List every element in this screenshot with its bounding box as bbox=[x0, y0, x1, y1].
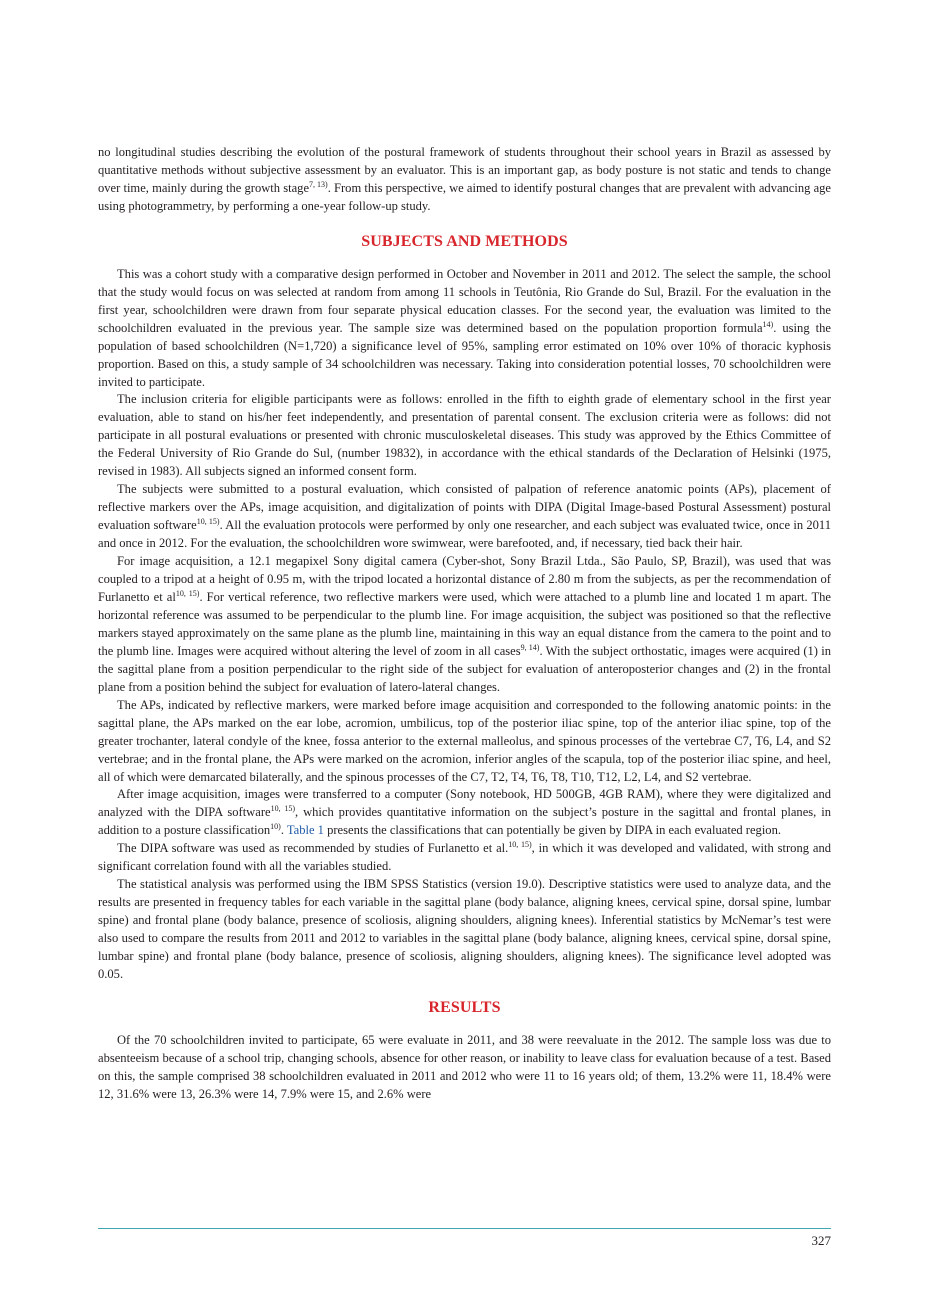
methods-paragraph-2: The inclusion criteria for eligible participants were as follows: enrolled in the fifth to eighth grade of elementary school in the first year evaluation, able to stand on his/her feet independently, and presentation of parental consent. The exclusion criteria were as follows: did not participate in all postural evaluations or presented with chronic musculoskeletal diseases. This study was approved by the Ethics Committee of the Federal University of Rio Grande do Sul, (number 19832), in accordance with the ethical standards of the Declaration of Helsinki (1975, revised in 1983). All subjects signed an informed consent form. bbox=[98, 392, 831, 479]
citation: 10, 15) bbox=[270, 804, 296, 814]
citation: 7, 13) bbox=[309, 179, 328, 189]
methods-paragraph-6: After image acquisition, images were transferred to a computer (Sony notebook, HD 500GB, 4GB RAM), where they were digitalized and analyzed with the DIPA software$^{10, 15)}$, which provides quantitative information on the subject’s posture in the sagittal and frontal planes, in addition to a posture classification$^{10)}$. Table 1 presents the classifications that can potentially be given by DIPA in each evaluated region. bbox=[98, 787, 831, 838]
intro-paragraph: no longitudinal studies describing the evolution of the postural framework of students throughout their school years in Brazil as assessed by quantitative methods without subjective assessment by an evaluator. This is an important gap, as body posture is not static and tends to change over time, mainly during the growth stage$^{7, 13)}$. From this perspective, we aimed to identify postural changes that are prevalent with advancing age using photogrammetry, by performing a one-year follow-up study. bbox=[98, 145, 831, 213]
table-1-link[interactable]: Table 1 bbox=[286, 823, 324, 838]
section-heading-methods: SUBJECTS AND METHODS bbox=[361, 232, 568, 250]
citation: 9, 14) bbox=[520, 642, 540, 652]
article-body bbox=[98, 144, 831, 1104]
methods-paragraph-3: The subjects were submitted to a postural evaluation, which consisted of palpation of reference anatomic points (APs), placement of reflective markers over the APs, image acquisition, and digitalization of points with DIPA (Digital Image-based Postural Assessment) postural evaluation software$^{10, 15)}$. All the evaluation protocols were performed by only one researcher, and each subject was evaluated twice, once in 2011 and once in 2012. For the evaluation, the schoolchildren wore swimwear, were barefooted, and, if necessary, tied back their hair. bbox=[98, 482, 831, 551]
footer-rule bbox=[98, 1228, 831, 1229]
methods-paragraph-5: The APs, indicated by reflective markers, were marked before image acquisition and corresponded to the following anatomic points: in the sagittal plane, the APs marked on the ear lobe, acromion, umbilicus, top of the posterior iliac spine, top of the anterior iliac spine, top of the greater trochanter, lateral condyle of the knee, fossa anterior to the external malleolus, and spinous processes of the vertebrae C7, T6, L4, and S2 vertebrae; and in the frontal plane, the APs were marked on the acromion, inferior angles of the scapula, top of the posterior iliac spine, and heel, all of which were demarcated bilaterally, and the spinous processes of the C7, T2, T4, T6, T8, T10, T12, L2, L4, and S2 vertebrae. bbox=[98, 697, 831, 784]
methods-paragraph-1: This was a cohort study with a comparative design performed in October and November in 2011 and 2012. The select the sample, the school that the study would focus on was selected at random from among 11 schools in Teutônia, Rio Grande do Sul, Brazil. For the evaluation in the first year, schoolchildren were drawn from four separate physical education classes. For the second year, the evaluation was limited to the schoolchildren evaluated in the previous year. The sample size was determined based on the population proportion formula$^{14)}$. using the population of based schoolchildren (N=1,720) a significance level of 95%, sampling error estimated on 10% over 10% of thoracic kyphosis proportion. Based on this, a study sample of 34 schoolchildren was necessary. Taking into consideration potential losses, 70 schoolchildren were invited to participate. bbox=[98, 266, 831, 389]
section-heading-results: RESULTS bbox=[428, 998, 501, 1016]
citation: 14) bbox=[762, 319, 774, 329]
results-paragraph-1: Of the 70 schoolchildren invited to participate, 65 were evaluate in 2011, and 38 were reevaluate in the 2012. The sample loss was due to absenteeism because of a school trip, changing schools, absence for other reason, or inability to leave class for evaluation because of a test. Based on this, the sample comprised 38 schoolchildren evaluated in 2011 and 2012 who were 11 to 16 years old; of them, 13.2% were 11, 18.4% were 12, 31.6% were 13, 26.3% were 14, 7.9% were 15, and 2.6% were bbox=[98, 1032, 831, 1101]
citation: 10, 15) bbox=[508, 840, 532, 850]
citation: 10) bbox=[270, 822, 281, 832]
methods-paragraph-7: The DIPA software was used as recommended by studies of Furlanetto et al.$^{10, 15)}$, in which it was developed and validated, with strong and significant correlation found with all the variables studied. bbox=[98, 840, 831, 874]
page-number: 327 bbox=[811, 1233, 831, 1248]
citation: 10, 15) bbox=[196, 517, 220, 527]
methods-paragraph-4: For image acquisition, a 12.1 megapixel Sony digital camera (Cyber-shot, Sony Brazil Ltda., São Paulo, SP, Brazil), was used that was coupled to a tripod at a height of 0.95 m, with the tripod located a horizontal distance of 2.80 m from the subjects, as per the recommendation of Furlanetto et al$^{10, 15)}$. For vertical reference, two reflective markers were used, which were attached to a plumb line and located 1 m apart. The horizontal reference was assumed to be perpendicular to the plumb line. For image acquisition, the subject was positioned so that the reflective markers stayed approximately on the same plane as the plumb line, maintaining in this way an equal distance from the camera to the point and to the plumb line. Images were acquired without altering the level of zoom in all cases$^{9, 14)}$. With the subject orthostatic, images were acquired (1) in the sagittal plane from a position perpendicular to the right side of the subject for evaluation of anteroposterior changes and (2) in the frontal plane from a position behind the subject for evaluation of latero-lateral changes. bbox=[98, 554, 832, 694]
methods-paragraph-8: The statistical analysis was performed using the IBM SPSS Statistics (version 19.0). Descriptive statistics were used to analyze data, and the results are presented in frequency tables for each variable in the sagittal plane (body balance, aligning knees, cervical spine, dorsal spine, lumbar spine) and frontal plane (body balance, presence of scoliosis, aligning shoulders, aligning knees). Inferential statistics by McNemar’s test were also used to compare the results from 2011 and 2012 to variables in the sagittal plane (body balance, aligning knees, cervical spine, dorsal spine, lumbar spine) and frontal plane (body balance, presence of scoliosis, aligning shoulders, aligning knees). The significance level adopted was 0.05. bbox=[98, 877, 831, 981]
citation: 10, 15) bbox=[175, 588, 200, 598]
